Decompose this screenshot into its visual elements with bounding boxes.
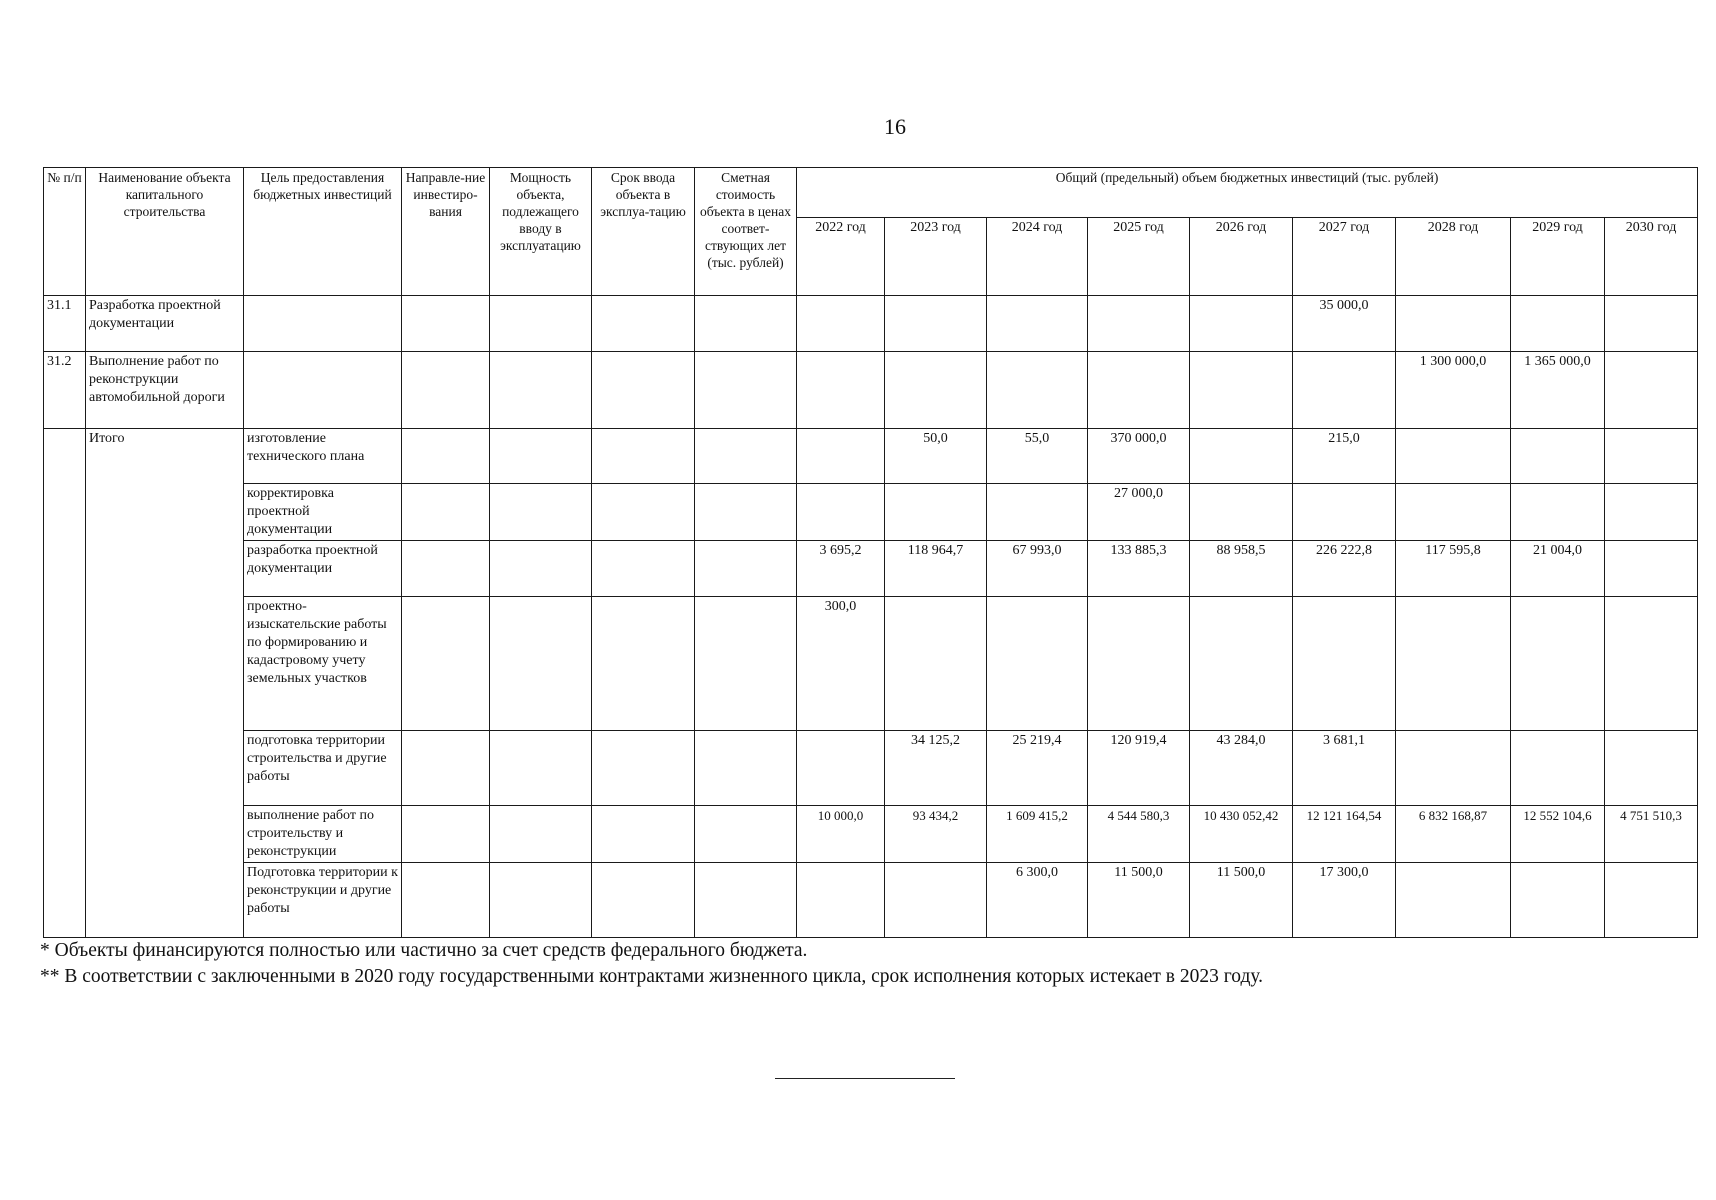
value-cell (1605, 296, 1698, 352)
header-num: № п/п (44, 168, 86, 296)
empty-cell (402, 484, 490, 541)
empty-cell (490, 863, 592, 938)
header-cost: Сметная стоимость объекта в ценах соответ-ствующих лет (тыс. рублей) (695, 168, 797, 296)
value-cell: 226 222,8 (1293, 541, 1396, 597)
value-cell: 4 751 510,3 (1605, 806, 1698, 863)
empty-cell (695, 296, 797, 352)
goal-cell: подготовка территории строительства и другие работы (244, 731, 402, 806)
header-goal: Цель предоставления бюджетных инвестиций (244, 168, 402, 296)
value-cell (797, 296, 885, 352)
value-cell (1190, 296, 1293, 352)
value-cell: 300,0 (797, 597, 885, 731)
header-year: 2025 год (1088, 218, 1190, 296)
header-deadline: Срок ввода объекта в эксплуа-тацию (592, 168, 695, 296)
value-cell (987, 597, 1088, 731)
value-cell: 3 695,2 (797, 541, 885, 597)
value-cell (1293, 484, 1396, 541)
value-cell (1396, 731, 1511, 806)
value-cell: 21 004,0 (1511, 541, 1605, 597)
header-budget-group: Общий (предельный) объем бюджетных инвестиций (тыс. рублей) (797, 168, 1698, 218)
header-year: 2027 год (1293, 218, 1396, 296)
row-number (44, 429, 86, 938)
empty-cell (695, 597, 797, 731)
goal-cell (244, 352, 402, 429)
value-cell: 12 121 164,54 (1293, 806, 1396, 863)
goal-cell: изготовление технического плана (244, 429, 402, 484)
empty-cell (592, 863, 695, 938)
value-cell (1396, 597, 1511, 731)
value-cell: 4 544 580,3 (1088, 806, 1190, 863)
value-cell: 25 219,4 (987, 731, 1088, 806)
empty-cell (592, 352, 695, 429)
value-cell: 12 552 104,6 (1511, 806, 1605, 863)
header-capacity: Мощность объекта, подлежащего вводу в эксплуатацию (490, 168, 592, 296)
value-cell: 3 681,1 (1293, 731, 1396, 806)
value-cell (797, 863, 885, 938)
value-cell (1396, 296, 1511, 352)
value-cell: 55,0 (987, 429, 1088, 484)
value-cell (1190, 352, 1293, 429)
value-cell (1190, 484, 1293, 541)
empty-cell (490, 352, 592, 429)
empty-cell (490, 806, 592, 863)
goal-cell (244, 296, 402, 352)
object-name: Выполнение работ по реконструкции автомобильной дороги (86, 352, 244, 429)
value-cell (797, 731, 885, 806)
value-cell (885, 296, 987, 352)
value-cell (1511, 296, 1605, 352)
value-cell: 10 430 052,42 (1190, 806, 1293, 863)
empty-cell (402, 731, 490, 806)
empty-cell (695, 731, 797, 806)
table-row (44, 352, 1698, 429)
value-cell: 88 958,5 (1190, 541, 1293, 597)
value-cell: 10 000,0 (797, 806, 885, 863)
value-cell (797, 352, 885, 429)
value-cell: 6 832 168,87 (1396, 806, 1511, 863)
value-cell: 1 609 415,2 (987, 806, 1088, 863)
value-cell (1605, 352, 1698, 429)
empty-cell (695, 352, 797, 429)
value-cell: 215,0 (1293, 429, 1396, 484)
empty-cell (592, 806, 695, 863)
empty-cell (592, 484, 695, 541)
itogo-label: Итого (86, 429, 244, 938)
empty-cell (592, 597, 695, 731)
empty-cell (695, 541, 797, 597)
table-row (44, 541, 1698, 597)
object-name: Разработка проектной документации (86, 296, 244, 352)
budget-investment-table (43, 167, 1698, 938)
value-cell: 67 993,0 (987, 541, 1088, 597)
empty-cell (592, 296, 695, 352)
value-cell (1088, 352, 1190, 429)
value-cell (987, 296, 1088, 352)
table-row (44, 863, 1698, 938)
value-cell (885, 484, 987, 541)
value-cell (1605, 484, 1698, 541)
value-cell (885, 863, 987, 938)
value-cell (885, 597, 987, 731)
header-year: 2030 год (1605, 218, 1698, 296)
value-cell: 93 434,2 (885, 806, 987, 863)
goal-cell: корректировка проектной документации (244, 484, 402, 541)
empty-cell (402, 863, 490, 938)
empty-cell (402, 597, 490, 731)
value-cell: 117 595,8 (1396, 541, 1511, 597)
value-cell (797, 484, 885, 541)
empty-cell (592, 731, 695, 806)
empty-cell (490, 429, 592, 484)
page-number: 16 (884, 114, 906, 139)
value-cell (1396, 863, 1511, 938)
empty-cell (402, 352, 490, 429)
header-year: 2022 год (797, 218, 885, 296)
value-cell (1190, 429, 1293, 484)
bottom-rule (775, 1078, 955, 1079)
footnote-federal: * Объекты финансируются полностью или частично за счет средств федерального бюджета. (40, 940, 808, 961)
value-cell (1605, 541, 1698, 597)
value-cell (987, 352, 1088, 429)
value-cell (1088, 296, 1190, 352)
empty-cell (490, 731, 592, 806)
value-cell (1293, 352, 1396, 429)
empty-cell (402, 296, 490, 352)
empty-cell (402, 806, 490, 863)
value-cell (1396, 429, 1511, 484)
value-cell: 17 300,0 (1293, 863, 1396, 938)
value-cell: 1 365 000,0 (1511, 352, 1605, 429)
value-cell (1605, 429, 1698, 484)
empty-cell (695, 484, 797, 541)
value-cell (1511, 731, 1605, 806)
empty-cell (490, 484, 592, 541)
value-cell (1190, 597, 1293, 731)
empty-cell (592, 429, 695, 484)
empty-cell (695, 863, 797, 938)
value-cell: 43 284,0 (1190, 731, 1293, 806)
value-cell (1511, 484, 1605, 541)
empty-cell (402, 541, 490, 597)
row-number: 31.1 (44, 296, 86, 352)
empty-cell (695, 806, 797, 863)
header-year: 2023 год (885, 218, 987, 296)
goal-cell: разработка проектной документации (244, 541, 402, 597)
table-row (44, 484, 1698, 541)
goal-cell: Подготовка территории к реконструкции и другие работы (244, 863, 402, 938)
value-cell: 35 000,0 (1293, 296, 1396, 352)
value-cell (1605, 731, 1698, 806)
table-row (44, 429, 1698, 484)
value-cell: 1 300 000,0 (1396, 352, 1511, 429)
empty-cell (490, 296, 592, 352)
value-cell (1511, 429, 1605, 484)
value-cell (1511, 863, 1605, 938)
header-year: 2026 год (1190, 218, 1293, 296)
header-name: Наименование объекта капитального строительства (86, 168, 244, 296)
value-cell: 370 000,0 (1088, 429, 1190, 484)
table-row (44, 731, 1698, 806)
value-cell (1511, 597, 1605, 731)
value-cell: 50,0 (885, 429, 987, 484)
value-cell: 11 500,0 (1190, 863, 1293, 938)
value-cell (1396, 484, 1511, 541)
empty-cell (490, 597, 592, 731)
value-cell: 11 500,0 (1088, 863, 1190, 938)
table-row (44, 597, 1698, 731)
value-cell (1088, 597, 1190, 731)
empty-cell (490, 541, 592, 597)
header-direction: Направле-ние инвестиро-вания (402, 168, 490, 296)
empty-cell (592, 541, 695, 597)
empty-cell (402, 429, 490, 484)
value-cell: 6 300,0 (987, 863, 1088, 938)
goal-cell: проектно-изыскательские работы по формированию и кадастровому учету земельных участков (244, 597, 402, 731)
value-cell: 120 919,4 (1088, 731, 1190, 806)
table-row (44, 296, 1698, 352)
goal-cell: выполнение работ по строительству и реконструкции (244, 806, 402, 863)
value-cell: 133 885,3 (1088, 541, 1190, 597)
row-number: 31.2 (44, 352, 86, 429)
value-cell: 27 000,0 (1088, 484, 1190, 541)
header-year: 2024 год (987, 218, 1088, 296)
header-year: 2029 год (1511, 218, 1605, 296)
value-cell (885, 352, 987, 429)
value-cell (987, 484, 1088, 541)
header-year: 2028 год (1396, 218, 1511, 296)
value-cell: 34 125,2 (885, 731, 987, 806)
table-row (44, 806, 1698, 863)
value-cell (1293, 597, 1396, 731)
footnote-contracts: ** В соответствии с заключенными в 2020 году государственными контрактами жизненного цикла, срок исполнения которых истекает в 2023 году. (40, 966, 1264, 987)
value-cell: 118 964,7 (885, 541, 987, 597)
value-cell (797, 429, 885, 484)
empty-cell (695, 429, 797, 484)
value-cell (1605, 597, 1698, 731)
value-cell (1605, 863, 1698, 938)
